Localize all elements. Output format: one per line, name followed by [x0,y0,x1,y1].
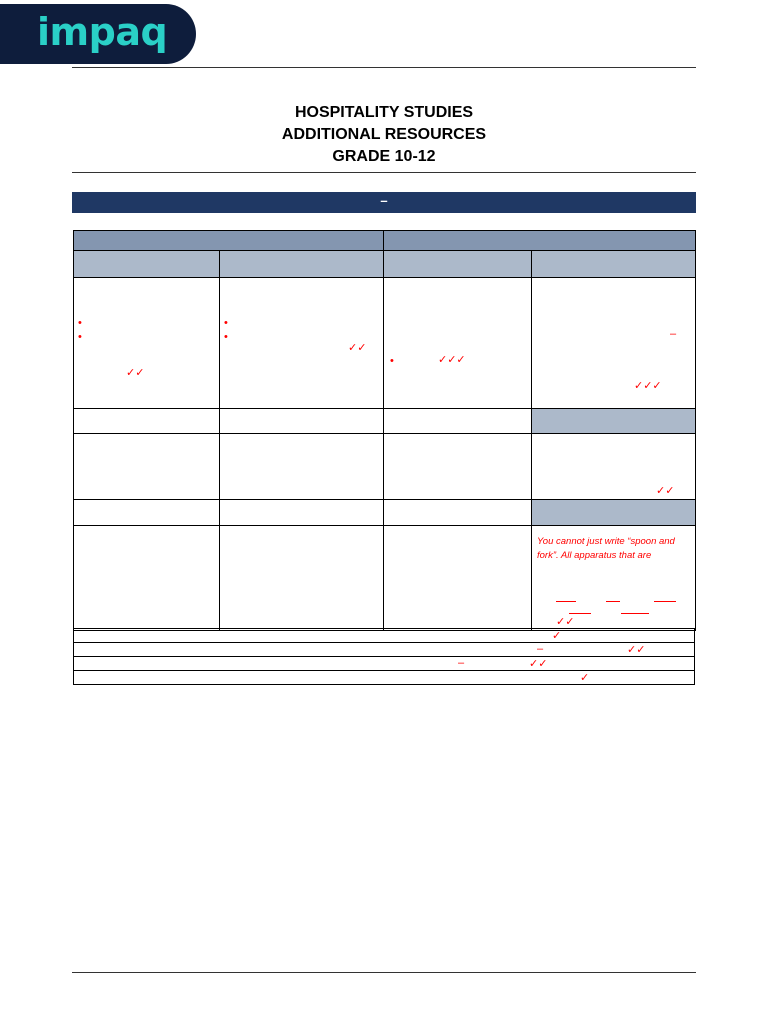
tick-mark: ✓ [580,671,590,684]
table-cell [384,526,532,631]
summary-cell [74,629,695,643]
table-cell [532,278,696,409]
underline-mark [654,601,676,602]
summary-row [74,671,695,685]
tick-mark: ✓✓✓ [438,353,466,366]
table-subheader-row [74,251,696,278]
table-row [74,278,696,409]
table-cell [74,434,220,500]
memo-table [73,230,696,631]
subheader-col-4 [532,251,696,278]
table-cell [532,434,696,500]
table-cell [384,500,532,526]
table-header-row [74,231,696,251]
table-cell [220,278,384,409]
document-title [72,102,696,168]
summary-row [74,657,695,671]
tick-mark: ✓✓ [556,615,575,628]
underline-mark [569,613,591,614]
bottom-divider [72,972,696,973]
table-cell [220,434,384,500]
dash-mark: – [537,643,544,655]
table-cell [384,409,532,434]
summary-cell [74,643,695,657]
table-cell-shaded [532,500,696,526]
dash-mark: – [670,328,677,340]
table-cell [532,526,696,631]
header-group-left [74,231,384,251]
tick-mark: ✓ [552,629,562,642]
bullet-mark: • [224,331,228,343]
table-row [74,526,696,631]
subheader-col-1 [74,251,220,278]
tick-mark: ✓✓ [348,341,367,354]
tick-mark: ✓✓ [529,657,548,670]
table-cell [74,526,220,631]
dash-mark: – [458,657,465,669]
title-line-3: GRADE 10-12 [332,148,436,165]
section-banner-text: – [380,193,388,208]
underline-mark [556,601,576,602]
bullet-mark: • [390,355,394,367]
table-cell [74,409,220,434]
logo-banner [0,4,196,64]
table-row [74,500,696,526]
subheader-col-2 [220,251,384,278]
bullet-mark: • [78,331,82,343]
table-cell [220,526,384,631]
header-group-right [384,231,696,251]
table-cell [74,500,220,526]
tick-mark: ✓✓ [627,643,646,656]
tick-mark: ✓✓✓ [634,379,662,392]
tick-mark: ✓✓ [656,484,675,497]
table-cell [220,500,384,526]
summary-row [74,629,695,643]
summary-cell [74,657,695,671]
table-cell [220,409,384,434]
table-cell [74,278,220,409]
top-divider [72,67,696,68]
table-cell-shaded [532,409,696,434]
subheader-col-3 [384,251,532,278]
bullet-mark: • [224,317,228,329]
title-divider [72,172,696,173]
marks-summary-table [73,628,695,685]
section-banner [72,192,696,213]
title-line-1: HOSPITALITY STUDIES [294,104,474,121]
table-row [74,409,696,434]
title-line-2: ADDITIONAL RESOURCES [281,126,487,143]
tick-mark: ✓✓ [126,366,145,379]
table-row [74,434,696,500]
underline-mark [606,601,620,602]
impaq-logo: impaq [37,10,168,54]
underline-mark [621,613,649,614]
table-cell [384,278,532,409]
apparatus-note: You cannot just write “spoon and fork”. All apparatus that are [537,536,675,561]
summary-row [74,643,695,657]
summary-cell [74,671,695,685]
bullet-mark: • [78,317,82,329]
table-cell [384,434,532,500]
